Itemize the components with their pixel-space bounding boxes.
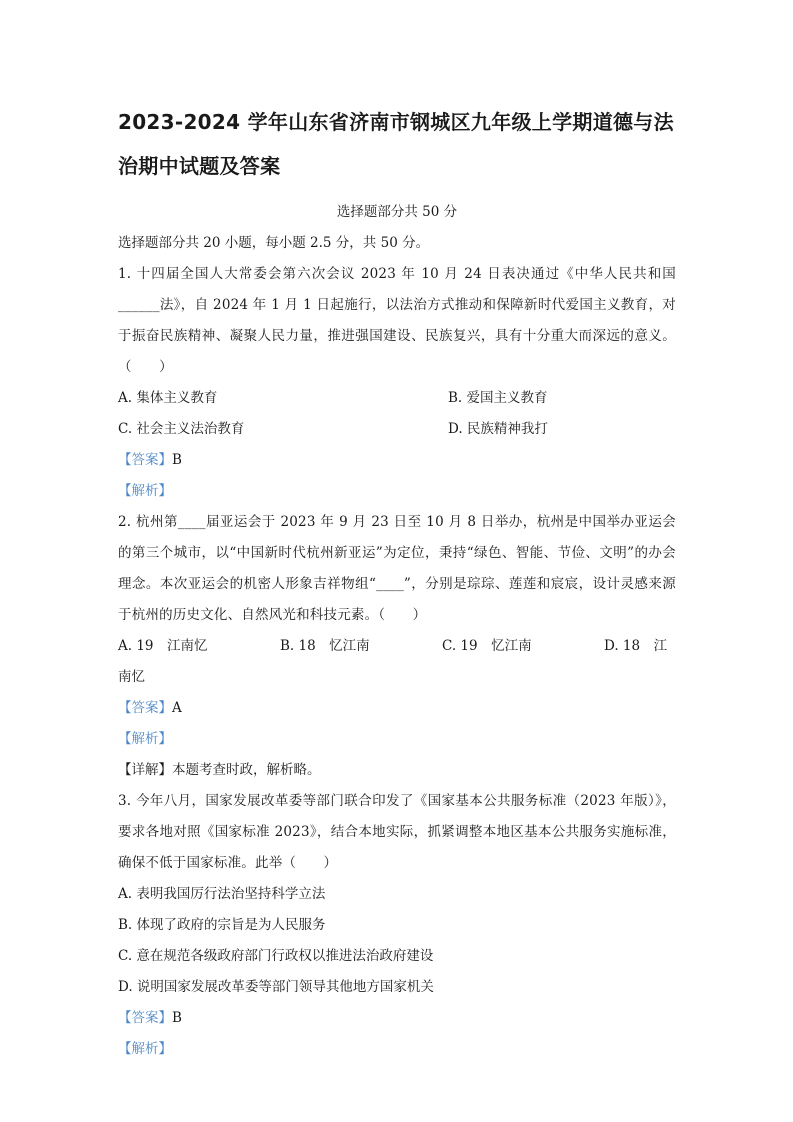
question-2-detail-text: 本题考查时政，解析略。 [172,762,321,778]
question-2-options-row [118,631,676,662]
question-1-answer-value: B [172,452,182,468]
document-page [118,100,676,1065]
question-2-option-d-wrap: 南忆 [118,669,145,685]
title-line-2: 治期中试题及答案 [118,154,281,178]
question-2-text: 2. 杭州第____届亚运会于 2023 年 9 月 23 日至 10 月 8 日举办，杭州是中国举办亚运会的第三个城市，以“中国新时代杭州新亚运”为定位，秉持“绿色、智能、节俭、文明”的办会理念。本次亚运会的机密人形象吉祥物组“____”，分别是琮琮、莲莲和宸宸，设计灵感来源于杭州的历史文化、自然风光和科技元素。（ ） [118,514,676,623]
answer-label: 【答案】 [118,452,172,468]
question-3-option-d: D. 说明国家发展改革委等部门领导其他地方国家机关 [118,979,434,995]
question-2-answer-value: A [172,700,182,716]
analysis-label: 【解析】 [118,483,172,499]
answer-label: 【答案】 [118,700,172,716]
question-3-answer [118,1003,676,1034]
question-1-answer [118,445,676,476]
question-1-option-c: C. 社会主义法治教育 [118,421,245,437]
question-3-answer-value: B [172,1010,182,1026]
question-2-option-c: C. 19 忆江南 [442,638,532,654]
question-2-option-a: A. 19 江南忆 [118,638,208,654]
question-2-option-d: D. 18 江 [604,638,668,654]
document-title [118,100,676,188]
question-1-option-b: B. 爱国主义教育 [448,390,548,406]
question-2-analysis [118,724,676,755]
question-2-option-b: B. 18 忆江南 [280,638,370,654]
question-2-detail [118,755,676,786]
analysis-label: 【解析】 [118,731,172,747]
analysis-label: 【解析】 [118,1041,172,1057]
question-1-option-d: D. 民族精神我打 [448,421,548,437]
question-2-answer [118,693,676,724]
question-1-options-row-2 [118,414,676,445]
question-1-analysis [118,476,676,507]
section-intro: 选择题部分共 20 小题，每小题 2.5 分，共 50 分。 [118,235,430,251]
question-3-analysis [118,1034,676,1065]
question-3-text: 3. 今年八月，国家发展改革委等部门联合印发了《国家基本公共服务标准（2023 年版）》，要求各地对照《国家标准 2023》，结合本地实际，抓紧调整本地区基本公共服务实施标准，确保不低于国家标准。此举（ ） [118,793,676,871]
title-line-1: 2023-2024 学年山东省济南市钢城区九年级上学期道德与法 [118,110,674,134]
detail-label: 【详解】 [118,762,172,778]
question-3-option-a: A. 表明我国厉行法治坚持科学立法 [118,886,326,902]
question-1-text: 1. 十四届全国人大常委会第六次会议 2023 年 10 月 24 日表决通过《中华人民共和国______法》，自 2024 年 1 月 1 日起施行，以法治方式推动和保障新时代爱国主义教育，对于振奋民族精神、凝聚人民力量，推进强国建设、民族复兴，具有十分重大而深远的意义。（ ） [118,266,676,375]
question-1-options-row-1 [118,383,676,414]
section-heading: 选择题部分共 50 分 [336,204,458,220]
answer-label: 【答案】 [118,1010,172,1026]
question-1-option-a: A. 集体主义教育 [118,390,218,406]
question-3-option-c: C. 意在规范各级政府部门行政权以推进法治政府建设 [118,948,434,964]
question-3-option-b: B. 体现了政府的宗旨是为人民服务 [118,917,326,933]
